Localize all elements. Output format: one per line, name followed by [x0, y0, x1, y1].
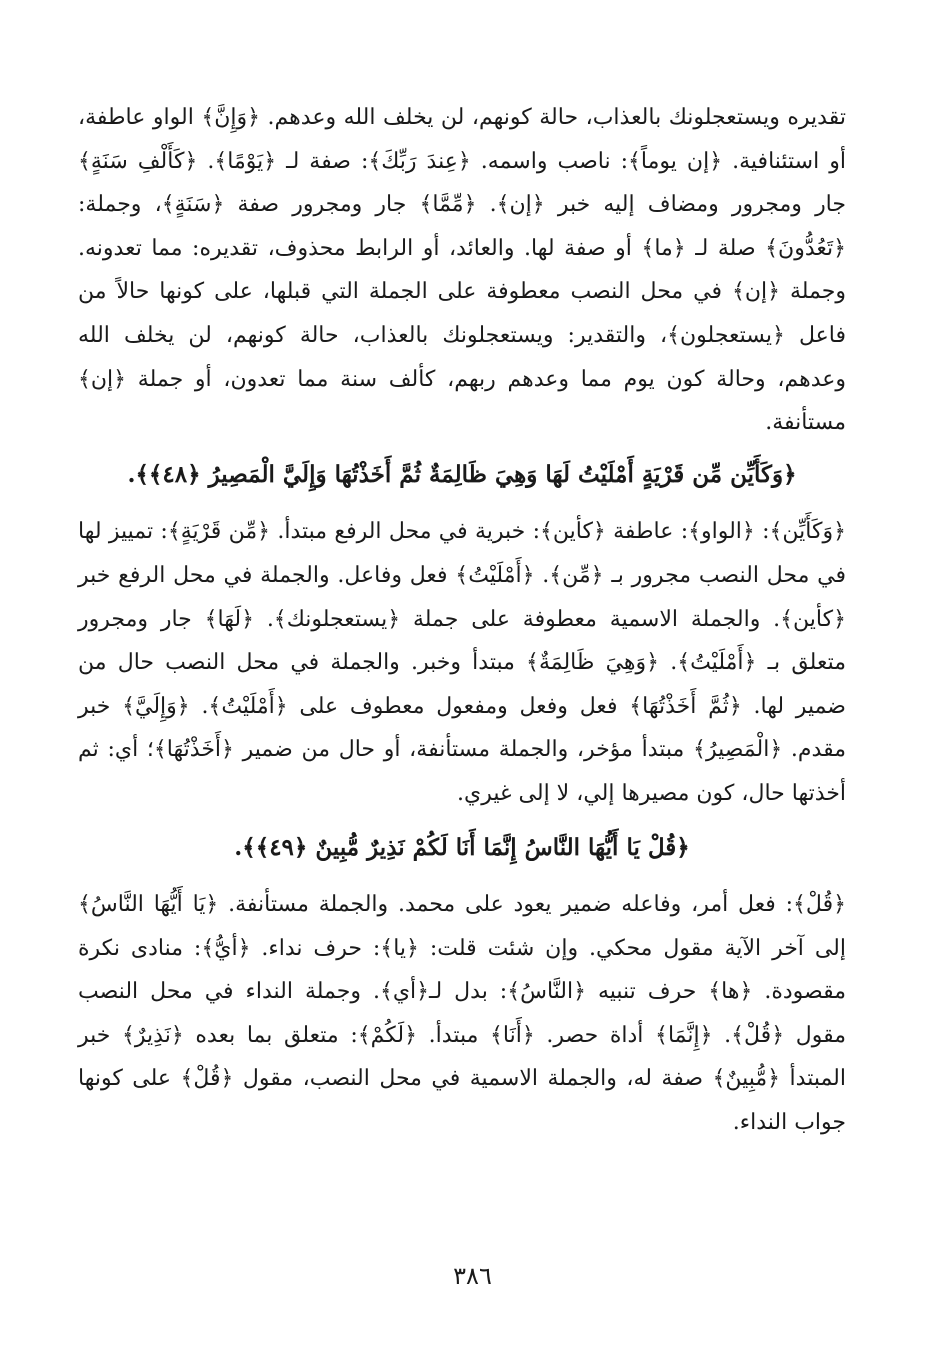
page-number: ٣٨٦ [453, 1262, 492, 1290]
quran-verse-49: ﴿قُلْ يَا أَيُّهَا النَّاسُ إِنَّمَا أَنَا لَكُمْ نَذِيرٌ مُّبِينٌ ﴿٤٩﴾﴾. [234, 833, 690, 861]
paragraph-3: ﴿قُلْ﴾: فعل أمر، وفاعله ضمير يعود على محمد. والجملة مستأنفة. ﴿يَا أَيُّهَا النَّاسُ﴾ إلى آخر الآية مقول محكي. وإن شئت قلت: ﴿يا﴾: حرف نداء. ﴿أيُّ﴾: منادى نكرة مقصودة. ﴿ها﴾ حرف تنبيه ﴿النَّاسُ﴾: بدل لـ﴿أي﴾. وجملة النداء في محل النصب مقول ﴿قُلْ﴾. ﴿إِنَّمَا﴾ أداة حصر. ﴿أَنَا﴾ مبتدأ. ﴿لَكُمْ﴾: متعلق بما بعده ﴿نَذِيرٌ﴾ خبر المبتدأ ﴿مُّبِينٌ﴾ صفة له، والجملة الاسمية في محل النصب، مقول ﴿قُلْ﴾ على كونها جواب النداء. [78, 892, 847, 1136]
paragraph-2: ﴿وَكَأَيِّن﴾: ﴿الواو﴾: عاطفة ﴿كأين﴾: خبرية في محل الرفع مبتدأ. ﴿مِّن قَرْيَةٍ﴾: تمييز لها في محل النصب مجرور بـ ﴿مِّن﴾. ﴿أَمْلَيْتُ﴾ فعل وفاعل. والجملة في محل الرفع خبر ﴿كأين﴾. والجملة الاسمية معطوفة على جملة ﴿يستعجلونك﴾. ﴿لَهَا﴾ جار ومجرور متعلق بـ ﴿أَمْلَيْتُ﴾. ﴿وَهِيَ ظَالِمَةٌ﴾ مبتدأ وخبر. والجملة في محل النصب حال من ضمير لها. ﴿ثُمَّ أَخَذْتُهَا﴾ فعل وفعل ومفعول معطوف على ﴿أَمْلَيْتُ﴾. ﴿وَإِلَيَّ﴾ خبر مقدم. ﴿الْمَصِيرُ﴾ مبتدأ مؤخر، والجملة مستأنفة، أو حال من ضمير ﴿أَخَذْتُهَا﴾؛ أي: ثم أخذتها حال، كون مصيرها إلي، لا إلى غيري. [78, 519, 846, 806]
paragraph-1: تقديره ويستعجلونك بالعذاب، حالة كونهم، لن يخلف الله وعدهم. ﴿وَإِنَّ﴾ الواو عاطفة، أو استئنافية. ﴿إن يوماً﴾: ناصب واسمه. ﴿عِندَ رَبِّكَ﴾: صفة لـ ﴿يَوْمًا﴾. ﴿كَأَلْفِ سَنَةٍ﴾ جار ومجرور ومضاف إليه خبر ﴿إن﴾. ﴿مِّمَّا﴾ جار ومجرور صفة ﴿سَنَةٍ﴾، وجملة: ﴿تَعُدُّونَ﴾ صلة لـ ﴿ما﴾ أو صفة لها. والعائد، أو الرابط محذوف، تقديره: مما تعدونه. وجملة ﴿إن﴾ في محل النصب معطوفة على الجملة التي قبلها، على كونها حالاً من فاعل ﴿يستعجلون﴾، والتقدير: ويستعجلونك بالعذاب، حالة كونهم، لن يخلف الله وعدهم، وحالة كون يوم مما وعدهم ربهم، كألف سنة مما تعدون، أو جملة ﴿إن﴾ مستأنفة. [78, 105, 846, 436]
page-body [78, 96, 846, 1145]
quran-verse-48: ﴿وَكَأَيِّن مِّن قَرْيَةٍ أَمْلَيْتُ لَهَا وَهِيَ ظَالِمَةٌ ثُمَّ أَخَذْتُهَا وَإِلَيَّ الْمَصِيرُ ﴿٤٨﴾﴾. [127, 460, 797, 488]
